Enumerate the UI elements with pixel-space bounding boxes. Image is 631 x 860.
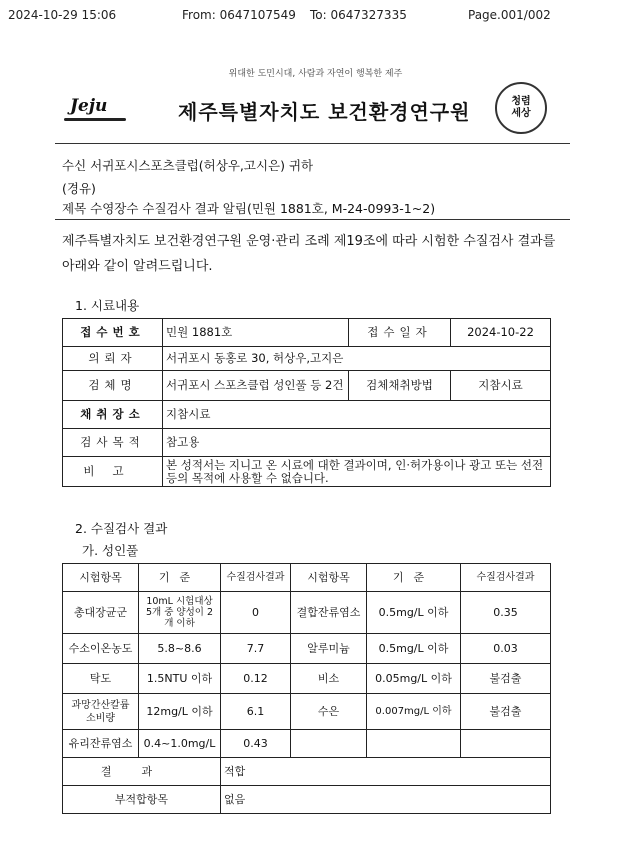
nonconform-value: 없음: [221, 786, 551, 814]
sample-label: 검체명: [63, 371, 163, 401]
sample-value: 서귀포시 스포츠클럽 성인풀 등 2건: [163, 371, 349, 401]
table-row: [63, 347, 551, 371]
item-cell: 알루미늄: [291, 634, 367, 664]
result-cell: 0.03: [461, 634, 551, 664]
result-cell: 0: [221, 592, 291, 634]
table-row: [63, 401, 551, 429]
standard-cell: 5.8~8.6: [139, 634, 221, 664]
table-row: [63, 371, 551, 401]
receipt-no-label: 접수번호: [63, 319, 163, 347]
table-row: [63, 634, 551, 664]
item-cell: 결합잔류염소: [291, 592, 367, 634]
jeju-logo: [70, 96, 107, 116]
client-label: 의뢰자: [63, 347, 163, 371]
table-row: [63, 319, 551, 347]
standard-cell: 0.05mg/L 이하: [367, 664, 461, 694]
purpose-label: 검사목적: [63, 429, 163, 457]
result-cell: 불검출: [461, 664, 551, 694]
table-row: [63, 457, 551, 487]
item-cell: 수소이온농도: [63, 634, 139, 664]
integrity-seal: [495, 82, 547, 134]
table-row: [63, 730, 551, 758]
table-row: [63, 694, 551, 730]
fax-to: To: 0647327335: [310, 8, 407, 22]
logo-underline: [64, 118, 126, 121]
result-cell: [461, 730, 551, 758]
fax-page: Page.001/002: [468, 8, 551, 22]
jeju-logo-text: Jeju: [70, 96, 108, 116]
result-value: 적합: [221, 758, 551, 786]
table-header-row: [63, 564, 551, 592]
remark-value: 본 성적서는 지니고 온 시료에 대한 결과이며, 인·허가용이나 광고 또는 선전 등의 목적에 사용할 수 없습니다.: [163, 457, 551, 487]
section2-title: 2. 수질검사 결과: [75, 521, 168, 536]
result-cell: 0.35: [461, 592, 551, 634]
subject: 제목 수영장수 수질검사 결과 알림(민원 1881호, M-24-0993-1~2): [62, 201, 436, 216]
purpose-value: 참고용: [163, 429, 551, 457]
header-cell: 시험항목: [291, 564, 367, 592]
nonconform-label: 부적합항목: [63, 786, 221, 814]
standard-cell: 0.007mg/L 이하: [367, 694, 461, 730]
client-value: 서귀포시 동홍로 30, 허상우,고지은: [163, 347, 551, 371]
seal-line2: 세상: [511, 108, 531, 119]
via: (경유): [62, 181, 96, 196]
seal-line1: 청렴: [511, 96, 531, 107]
remark-label: 비고: [63, 457, 163, 487]
item-cell: [291, 730, 367, 758]
results-table: [62, 563, 551, 814]
item-cell: 탁도: [63, 664, 139, 694]
header-cell: 기준: [139, 564, 221, 592]
fax-datetime: 2024-10-29 15:06: [8, 8, 117, 22]
section2-subtitle: 가. 성인풀: [82, 543, 139, 558]
method-value: 지참시료: [451, 371, 551, 401]
header-cell: 시험항목: [63, 564, 139, 592]
org-title: 제주특별자치도 보건환경연구원: [178, 100, 471, 124]
subject-divider: [55, 219, 570, 220]
item-cell: 수은: [291, 694, 367, 730]
intro-paragraph: 제주특별자치도 보건환경연구원 운영·관리 조례 제19조에 따라 시험한 수질검사 결과를 아래와 같이 알려드립니다.: [62, 234, 556, 274]
receipt-date-value: 2024-10-22: [451, 319, 551, 347]
standard-cell: 0.5mg/L 이하: [367, 592, 461, 634]
item-cell: 비소: [291, 664, 367, 694]
item-cell: 유리잔류염소: [63, 730, 139, 758]
header-cell: 수질검사결과: [461, 564, 551, 592]
standard-cell: 0.5mg/L 이하: [367, 634, 461, 664]
standard-cell: [367, 730, 461, 758]
table-row: [63, 758, 551, 786]
receipt-date-label: 접수일자: [349, 319, 451, 347]
standard-cell: 0.4~1.0mg/L: [139, 730, 221, 758]
table-row: [63, 664, 551, 694]
standard-cell: 12mg/L 이하: [139, 694, 221, 730]
letterhead-divider: [55, 143, 570, 144]
standard-cell: 1.5NTU 이하: [139, 664, 221, 694]
result-cell: 6.1: [221, 694, 291, 730]
result-cell: 불검출: [461, 694, 551, 730]
sample-info-table: [62, 318, 551, 487]
place-label: 채취장소: [63, 401, 163, 429]
method-label: 검체채취방법: [349, 371, 451, 401]
result-cell: 0.43: [221, 730, 291, 758]
result-label: 결과: [63, 758, 221, 786]
receipt-no-value: 민원 1881호: [163, 319, 349, 347]
item-cell: 총대장균군: [63, 592, 139, 634]
header-cell: 기준: [367, 564, 461, 592]
recipient: 수신 서귀포시스포츠클럽(허상우,고시은) 귀하: [62, 158, 314, 173]
slogan: 위대한 도민시대, 사람과 자연이 행복한 제주: [228, 69, 403, 79]
result-cell: 0.12: [221, 664, 291, 694]
fax-from: From: 0647107549: [182, 8, 296, 22]
place-value: 지참시료: [163, 401, 551, 429]
table-row: [63, 786, 551, 814]
header-cell: 수질검사결과: [221, 564, 291, 592]
section1-title: 1. 시료내용: [75, 298, 140, 313]
standard-cell: 10mL 시험대상 5개 중 양성이 2개 이하: [139, 592, 221, 634]
item-cell: 과망간산칼륨 소비량: [63, 694, 139, 730]
result-cell: 7.7: [221, 634, 291, 664]
table-row: [63, 592, 551, 634]
table-row: [63, 429, 551, 457]
